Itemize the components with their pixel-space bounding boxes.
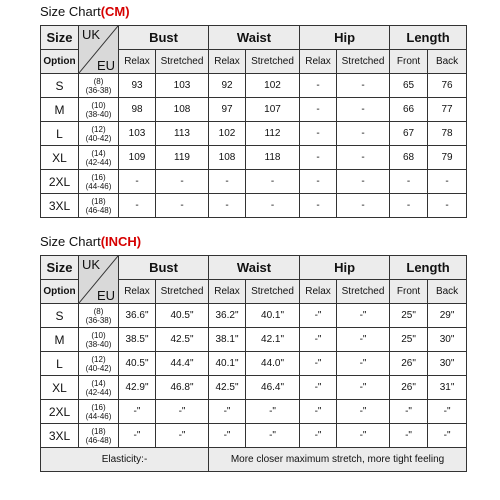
uk-size: (8)	[93, 306, 104, 316]
cm-size-table	[40, 25, 467, 218]
waist-relax-cell: 40.1"	[209, 352, 246, 376]
length-front-cell: -	[390, 194, 428, 218]
length-back-cell: 31"	[428, 376, 467, 400]
uk-eu-header	[79, 256, 119, 304]
option-header: Option	[41, 50, 79, 74]
length-back-header: Back	[428, 50, 467, 74]
bust-stretched-cell: 44.4"	[156, 352, 209, 376]
hip-header: Hip	[300, 26, 390, 50]
waist-relax-cell: 102	[209, 122, 246, 146]
cm-title-unit: (CM)	[100, 4, 130, 19]
bust-stretched-cell: 40.5"	[156, 304, 209, 328]
inch-chart-title	[40, 234, 141, 249]
cm-title-prefix: Size Chart	[40, 4, 101, 19]
bust-stretched-cell: 108	[156, 98, 209, 122]
uk-size: (18)	[91, 426, 106, 436]
hip-relax-header: Relax	[300, 280, 337, 304]
hip-relax-cell: -"	[300, 304, 337, 328]
bust-stretched-cell: -	[156, 194, 209, 218]
waist-relax-cell: 42.5"	[209, 376, 246, 400]
hip-relax-cell: -	[300, 146, 337, 170]
table-row	[41, 74, 467, 98]
uk-eu-cell	[79, 400, 119, 424]
size-cell: L	[41, 352, 79, 376]
waist-stretched-cell: 118	[246, 146, 300, 170]
waist-relax-cell: 38.1"	[209, 328, 246, 352]
hip-relax-cell: -	[300, 170, 337, 194]
elasticity-text: More closer maximum stretch, more tight feeling	[209, 448, 467, 472]
length-front-cell: 26"	[390, 352, 428, 376]
cm-chart-title	[40, 4, 130, 19]
table-row	[41, 328, 467, 352]
hip-relax-cell: -	[300, 122, 337, 146]
bust-stretched-header: Stretched	[156, 280, 209, 304]
length-front-cell: 67	[390, 122, 428, 146]
bust-relax-cell: 93	[119, 74, 156, 98]
uk-size: (18)	[91, 196, 106, 206]
hip-stretched-cell: -	[337, 146, 390, 170]
bust-stretched-cell: -"	[156, 424, 209, 448]
uk-eu-cell	[79, 352, 119, 376]
uk-size: (12)	[91, 354, 106, 364]
bust-stretched-header: Stretched	[156, 50, 209, 74]
length-back-cell: 79	[428, 146, 467, 170]
size-cell: L	[41, 122, 79, 146]
hip-stretched-cell: -"	[337, 424, 390, 448]
hip-relax-cell: -	[300, 74, 337, 98]
inch-title-unit: (INCH)	[100, 234, 142, 249]
waist-stretched-header: Stretched	[246, 280, 300, 304]
uk-eu-cell	[79, 328, 119, 352]
bust-stretched-cell: 46.8"	[156, 376, 209, 400]
size-cell: XL	[41, 146, 79, 170]
bust-relax-cell: 109	[119, 146, 156, 170]
length-back-cell: 77	[428, 98, 467, 122]
waist-relax-cell: -"	[209, 424, 246, 448]
uk-size: (14)	[91, 148, 106, 158]
size-cell: 2XL	[41, 170, 79, 194]
waist-stretched-cell: -"	[246, 400, 300, 424]
size-cell: S	[41, 304, 79, 328]
eu-size: (44-46)	[85, 181, 112, 191]
waist-stretched-cell: 42.1"	[246, 328, 300, 352]
waist-stretched-header: Stretched	[246, 50, 300, 74]
uk-size: (10)	[91, 100, 106, 110]
length-back-cell: 30"	[428, 328, 467, 352]
hip-relax-cell: -"	[300, 352, 337, 376]
eu-size: (40-42)	[85, 133, 112, 143]
waist-relax-cell: 92	[209, 74, 246, 98]
uk-size: (14)	[91, 378, 106, 388]
hip-stretched-cell: -	[337, 74, 390, 98]
hip-stretched-cell: -"	[337, 376, 390, 400]
waist-stretched-cell: 107	[246, 98, 300, 122]
length-back-cell: -	[428, 170, 467, 194]
eu-size: (38-40)	[85, 339, 112, 349]
length-front-cell: 25"	[390, 304, 428, 328]
uk-label: UK	[82, 257, 101, 272]
table-row	[41, 146, 467, 170]
waist-stretched-cell: 112	[246, 122, 300, 146]
table-row	[41, 400, 467, 424]
uk-eu-cell	[79, 376, 119, 400]
bust-relax-cell: 103	[119, 122, 156, 146]
length-front-cell: -"	[390, 400, 428, 424]
length-back-header: Back	[428, 280, 467, 304]
bust-relax-cell: 36.6"	[119, 304, 156, 328]
waist-relax-cell: -"	[209, 400, 246, 424]
table-row	[41, 352, 467, 376]
length-back-cell: -"	[428, 424, 467, 448]
waist-stretched-cell: 40.1"	[246, 304, 300, 328]
hip-header: Hip	[300, 256, 390, 280]
length-front-cell: 25"	[390, 328, 428, 352]
uk-eu-cell	[79, 122, 119, 146]
inch-title-prefix: Size Chart	[40, 234, 101, 249]
waist-header: Waist	[209, 256, 300, 280]
eu-size: (42-44)	[85, 387, 112, 397]
hip-relax-cell: -	[300, 98, 337, 122]
hip-relax-header: Relax	[300, 50, 337, 74]
bust-relax-cell: 40.5"	[119, 352, 156, 376]
hip-stretched-cell: -"	[337, 352, 390, 376]
waist-stretched-cell: -	[246, 170, 300, 194]
waist-stretched-cell: 102	[246, 74, 300, 98]
size-cell: XL	[41, 376, 79, 400]
uk-size: (16)	[91, 402, 106, 412]
length-back-cell: 76	[428, 74, 467, 98]
table-row	[41, 170, 467, 194]
bust-stretched-cell: 113	[156, 122, 209, 146]
length-back-cell: 78	[428, 122, 467, 146]
uk-eu-cell	[79, 146, 119, 170]
waist-relax-cell: 36.2"	[209, 304, 246, 328]
uk-eu-cell	[79, 74, 119, 98]
bust-stretched-cell: 42.5"	[156, 328, 209, 352]
size-header: Size	[41, 256, 79, 280]
hip-stretched-cell: -	[337, 98, 390, 122]
table-row	[41, 304, 467, 328]
length-front-cell: 66	[390, 98, 428, 122]
length-front-header: Front	[390, 280, 428, 304]
eu-size: (44-46)	[85, 411, 112, 421]
bust-relax-cell: -"	[119, 400, 156, 424]
size-cell: 3XL	[41, 424, 79, 448]
waist-relax-cell: -	[209, 194, 246, 218]
hip-stretched-cell: -	[337, 194, 390, 218]
size-cell: M	[41, 328, 79, 352]
hip-relax-cell: -"	[300, 400, 337, 424]
hip-relax-cell: -"	[300, 328, 337, 352]
hip-stretched-cell: -"	[337, 400, 390, 424]
eu-size: (40-42)	[85, 363, 112, 373]
elasticity-label: Elasticity:-	[41, 448, 209, 472]
uk-size: (12)	[91, 124, 106, 134]
waist-relax-cell: -	[209, 170, 246, 194]
length-header: Length	[390, 26, 467, 50]
length-header: Length	[390, 256, 467, 280]
size-cell: 2XL	[41, 400, 79, 424]
bust-stretched-cell: -"	[156, 400, 209, 424]
hip-relax-cell: -	[300, 194, 337, 218]
length-front-cell: 26"	[390, 376, 428, 400]
bust-relax-cell: -	[119, 170, 156, 194]
bust-relax-cell: 38.5"	[119, 328, 156, 352]
uk-eu-cell	[79, 304, 119, 328]
bust-stretched-cell: 103	[156, 74, 209, 98]
hip-stretched-cell: -	[337, 170, 390, 194]
length-back-cell: -	[428, 194, 467, 218]
size-cell: S	[41, 74, 79, 98]
size-header: Size	[41, 26, 79, 50]
bust-header: Bust	[119, 26, 209, 50]
eu-size: (38-40)	[85, 109, 112, 119]
uk-eu-cell	[79, 170, 119, 194]
waist-stretched-cell: -"	[246, 424, 300, 448]
eu-size: (36-38)	[85, 315, 112, 325]
length-back-cell: -"	[428, 400, 467, 424]
waist-relax-cell: 97	[209, 98, 246, 122]
waist-header: Waist	[209, 26, 300, 50]
table-row	[41, 194, 467, 218]
uk-label: UK	[82, 27, 101, 42]
waist-stretched-cell: -	[246, 194, 300, 218]
table-row	[41, 98, 467, 122]
bust-relax-cell: 42.9"	[119, 376, 156, 400]
hip-relax-cell: -"	[300, 376, 337, 400]
length-front-header: Front	[390, 50, 428, 74]
hip-stretched-header: Stretched	[337, 280, 390, 304]
hip-stretched-cell: -	[337, 122, 390, 146]
table-row	[41, 376, 467, 400]
uk-eu-cell	[79, 424, 119, 448]
length-front-cell: 65	[390, 74, 428, 98]
elasticity-row	[41, 448, 467, 472]
length-front-cell: -	[390, 170, 428, 194]
bust-relax-cell: 98	[119, 98, 156, 122]
hip-stretched-header: Stretched	[337, 50, 390, 74]
uk-size: (8)	[93, 76, 104, 86]
eu-size: (46-48)	[85, 435, 112, 445]
size-cell: 3XL	[41, 194, 79, 218]
length-back-cell: 30"	[428, 352, 467, 376]
waist-relax-header: Relax	[209, 280, 246, 304]
bust-header: Bust	[119, 256, 209, 280]
eu-size: (36-38)	[85, 85, 112, 95]
waist-relax-header: Relax	[209, 50, 246, 74]
length-front-cell: 68	[390, 146, 428, 170]
eu-size: (42-44)	[85, 157, 112, 167]
uk-eu-cell	[79, 194, 119, 218]
uk-eu-cell	[79, 98, 119, 122]
bust-relax-header: Relax	[119, 280, 156, 304]
eu-label: EU	[96, 288, 115, 303]
length-front-cell: -"	[390, 424, 428, 448]
waist-stretched-cell: 46.4"	[246, 376, 300, 400]
bust-relax-header: Relax	[119, 50, 156, 74]
eu-size: (46-48)	[85, 205, 112, 215]
hip-stretched-cell: -"	[337, 304, 390, 328]
uk-size: (16)	[91, 172, 106, 182]
uk-size: (10)	[91, 330, 106, 340]
bust-stretched-cell: -	[156, 170, 209, 194]
length-back-cell: 29"	[428, 304, 467, 328]
table-row	[41, 122, 467, 146]
size-cell: M	[41, 98, 79, 122]
bust-relax-cell: -"	[119, 424, 156, 448]
bust-stretched-cell: 119	[156, 146, 209, 170]
uk-eu-header	[79, 26, 119, 74]
hip-stretched-cell: -"	[337, 328, 390, 352]
table-row	[41, 424, 467, 448]
hip-relax-cell: -"	[300, 424, 337, 448]
inch-size-table	[40, 255, 467, 472]
eu-label: EU	[96, 58, 115, 73]
waist-relax-cell: 108	[209, 146, 246, 170]
waist-stretched-cell: 44.0"	[246, 352, 300, 376]
bust-relax-cell: -	[119, 194, 156, 218]
option-header: Option	[41, 280, 79, 304]
